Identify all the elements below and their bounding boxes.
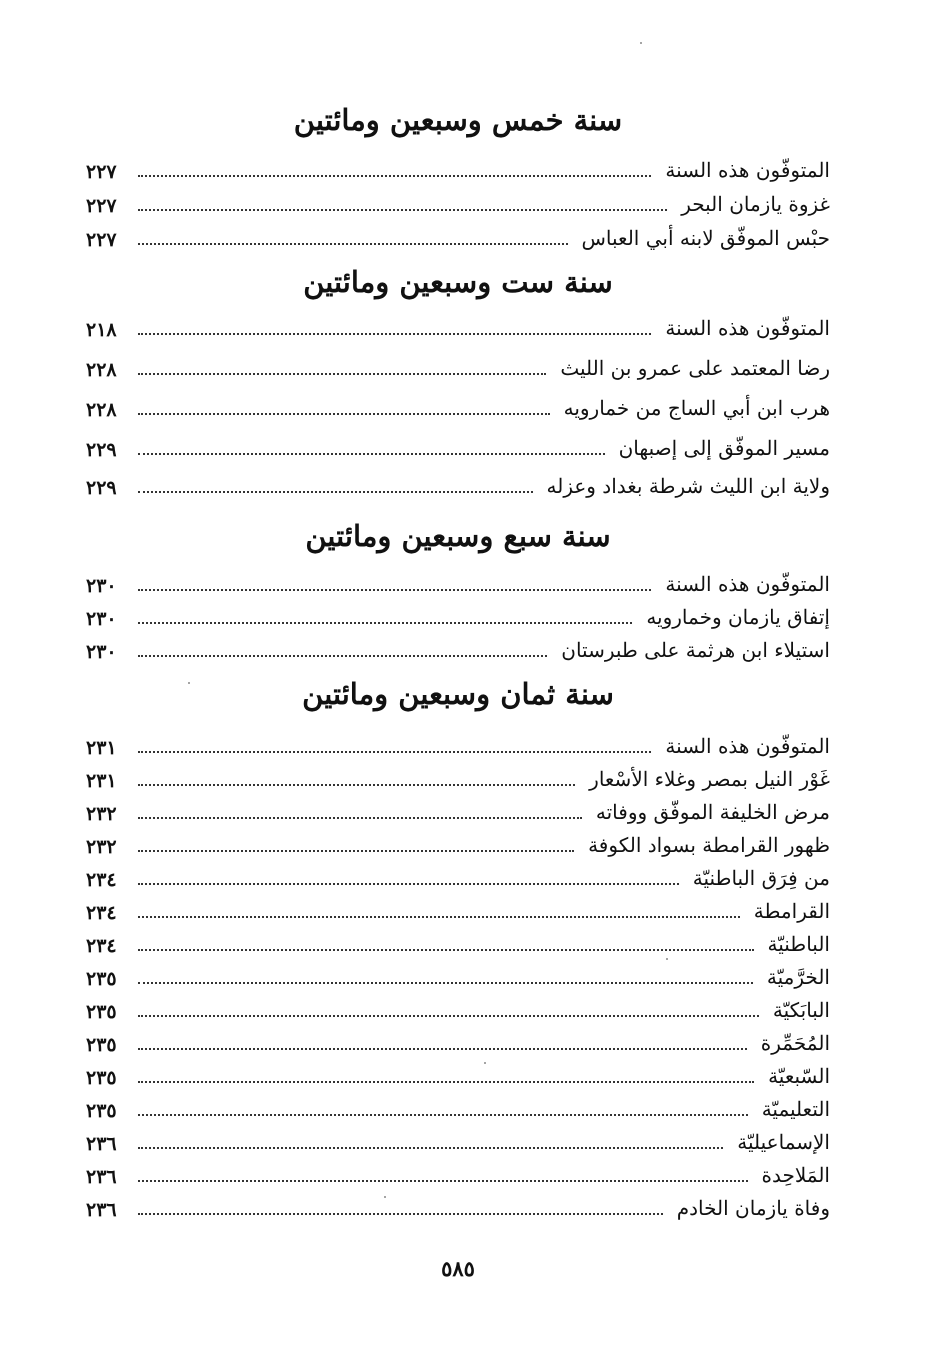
dot-leader <box>138 332 651 335</box>
entry-page-number: ٢٣١ <box>86 737 117 759</box>
entry-title: ولاية ابن الليث شرطة بغداد وعزله <box>546 474 830 498</box>
toc-entry <box>86 990 830 1024</box>
dot-leader <box>138 1047 747 1050</box>
entry-title: مسير الموفّق إلى إصبهان <box>618 436 830 460</box>
toc-entry <box>86 1188 830 1222</box>
entry-page-number: ٢٢٩ <box>86 439 117 461</box>
scan-speck <box>188 682 190 684</box>
entry-title: البابَكيّة <box>772 998 830 1022</box>
entry-page-number: ٢٣٤ <box>86 902 117 924</box>
dot-leader <box>138 174 651 177</box>
entry-page-number: ٢٣٦ <box>86 1199 117 1221</box>
entry-page-number: ٢٢٧ <box>86 161 117 183</box>
toc-entry <box>86 825 830 859</box>
entry-title: ظهور القرامطة بسواد الكوفة <box>588 833 830 857</box>
entry-title: هرب ابن أبي الساج من خمارويه <box>563 396 830 420</box>
dot-leader <box>138 412 550 415</box>
entry-page-number: ٢٢٩ <box>86 477 117 499</box>
scan-speck <box>384 1196 386 1198</box>
entry-page-number: ٢٣٦ <box>86 1133 117 1155</box>
entry-title: المتوفّون هذه السنة <box>665 158 830 182</box>
toc-entry <box>86 924 830 958</box>
section-title: سنة سبع وسبعين ومائتين <box>305 519 611 553</box>
toc-entry <box>86 858 830 892</box>
entry-title: القرامطة <box>753 899 830 923</box>
entry-title: حبْس الموفّق لابنه أبي العباس <box>581 226 830 250</box>
toc-entry <box>86 428 830 462</box>
dot-leader <box>138 242 568 245</box>
dot-leader <box>138 1014 759 1017</box>
entry-title: المتوفّون هذه السنة <box>665 572 830 596</box>
entry-title: الإسماعيليّة <box>737 1130 830 1154</box>
entry-page-number: ٢٣٤ <box>86 869 117 891</box>
dot-leader <box>138 882 679 885</box>
dot-leader <box>138 208 667 211</box>
dot-leader <box>138 588 651 591</box>
entry-page-number: ٢٣٤ <box>86 935 117 957</box>
dot-leader <box>138 816 582 819</box>
entry-title: السّبعيّة <box>768 1064 830 1088</box>
dot-leader <box>138 654 547 657</box>
entry-page-number: ٢٣٥ <box>86 1001 117 1023</box>
toc-entry <box>86 597 830 631</box>
dot-leader <box>138 1080 754 1083</box>
toc-entry <box>86 308 830 342</box>
toc-entry <box>86 1155 830 1189</box>
toc-entry <box>86 564 830 598</box>
section-title: سنة ثمان وسبعين ومائتين <box>302 677 614 711</box>
entry-page-number: ٢٣٠ <box>86 608 117 630</box>
dot-leader <box>138 783 575 786</box>
dot-leader <box>138 452 605 455</box>
entry-title: التعليميّة <box>761 1097 830 1121</box>
entry-title: استيلاء ابن هرثمة على طبرستان <box>561 638 830 662</box>
entry-title: الباطنيّة <box>767 932 830 956</box>
entry-page-number: ٢١٨ <box>86 319 117 341</box>
scan-speck <box>484 1062 486 1064</box>
dot-leader <box>138 1212 663 1215</box>
toc-entry <box>86 957 830 991</box>
section-title: سنة ست وسبعين ومائتين <box>303 265 613 299</box>
entry-title: المُحَمِّرة <box>760 1031 830 1055</box>
toc-entry <box>86 1122 830 1156</box>
scan-speck <box>640 42 642 44</box>
dot-leader <box>138 621 632 624</box>
toc-entry <box>86 1023 830 1057</box>
entry-title: إتفاق يازمان وخمارويه <box>646 605 830 629</box>
entry-page-number: ٢٣١ <box>86 770 117 792</box>
entry-title: رضا المعتمد على عمرو بن الليث <box>560 356 830 380</box>
toc-entry <box>86 184 830 218</box>
entry-title: غزوة يازمان البحر <box>681 192 830 216</box>
dot-leader <box>138 849 574 852</box>
entry-title: من فِرَق الباطنيّة <box>692 866 830 890</box>
toc-entry <box>86 150 830 184</box>
entry-page-number: ٢٣٥ <box>86 1067 117 1089</box>
toc-entry <box>86 1089 830 1123</box>
page-number: ٥٨٥ <box>441 1256 475 1281</box>
entry-page-number: ٢٣٢ <box>86 836 117 858</box>
entry-page-number: ٢٣٥ <box>86 968 117 990</box>
toc-entry <box>86 726 830 760</box>
dot-leader <box>138 915 740 918</box>
toc-entry <box>86 792 830 826</box>
entry-page-number: ٢٢٨ <box>86 399 117 421</box>
entry-title: غَوْر النيل بمصر وغلاء الأسْعار <box>589 767 830 791</box>
entry-page-number: ٢٣٠ <box>86 641 117 663</box>
entry-title: المتوفّون هذه السنة <box>665 734 830 758</box>
entry-page-number: ٢٢٨ <box>86 359 117 381</box>
entry-page-number: ٢٣٥ <box>86 1034 117 1056</box>
entry-page-number: ٢٣٠ <box>86 575 117 597</box>
entry-title: المتوفّون هذه السنة <box>665 316 830 340</box>
entry-title: المَلاحِدة <box>761 1163 830 1187</box>
entry-title: وفاة يازمان الخادم <box>676 1196 830 1220</box>
dot-leader <box>138 1179 748 1182</box>
dot-leader <box>138 948 754 951</box>
entry-page-number: ٢٣٢ <box>86 803 117 825</box>
toc-entry <box>86 759 830 793</box>
toc-entry <box>86 348 830 382</box>
entry-page-number: ٢٢٧ <box>86 195 117 217</box>
toc-entry <box>86 630 830 664</box>
entry-title: الخرَّميّة <box>766 965 830 989</box>
dot-leader <box>138 750 651 753</box>
section-title: سنة خمس وسبعين ومائتين <box>293 103 623 137</box>
entry-page-number: ٢٢٧ <box>86 229 117 251</box>
toc-entry <box>86 1056 830 1090</box>
dot-leader <box>138 1113 748 1116</box>
dot-leader <box>138 981 753 984</box>
dot-leader <box>138 1146 723 1149</box>
entry-title: مرض الخليفة الموفّق ووفاته <box>595 800 830 824</box>
dot-leader <box>138 372 546 375</box>
entry-page-number: ٢٣٦ <box>86 1166 117 1188</box>
toc-entry <box>86 466 830 500</box>
dot-leader <box>138 490 533 493</box>
scan-speck <box>666 958 668 960</box>
toc-entry <box>86 218 830 252</box>
toc-entry <box>86 891 830 925</box>
toc-entry <box>86 388 830 422</box>
entry-page-number: ٢٣٥ <box>86 1100 117 1122</box>
